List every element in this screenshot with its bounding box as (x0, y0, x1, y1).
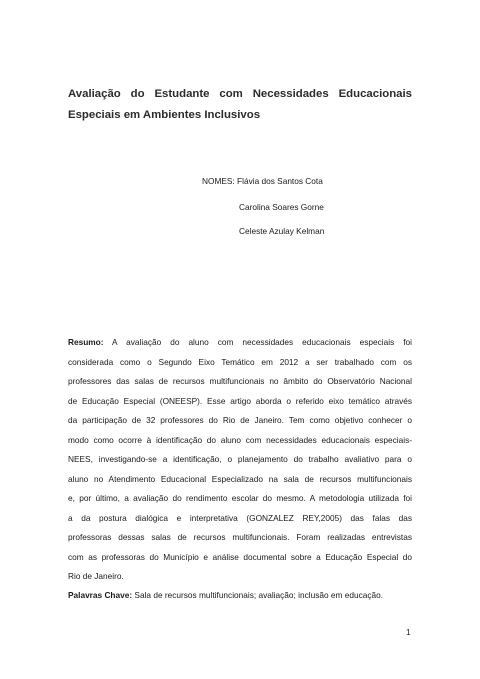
abstract-line: considerada como o Segundo Eixo Temático em 2012 a ser trabalhado com os (68, 356, 412, 367)
abstract-line: e, por último, a avaliação do rendimento escolar do mesmo. A metodologia utilizada foi (68, 493, 412, 503)
abstract-line: NEES, investigando-se a identificação, o planejamento do trabalho avaliativo para o (68, 454, 412, 464)
abstract-line (68, 333, 412, 353)
author-name-3: Celeste Azulay Kelman (239, 226, 325, 236)
keywords-text: Sala de recursos multifuncionais; avaliação; inclusão em educação. (132, 590, 384, 600)
page-number: 1 (406, 627, 411, 637)
abstract-line: professoras dessas salas de recursos multifuncionais. Foram realizadas entrevistas (68, 532, 412, 542)
authors-label: NOMES: (202, 176, 238, 186)
title-line-2: Especiais em Ambientes Inclusivos (68, 109, 261, 121)
author-name-2: Carolina Soares Gorne (239, 202, 324, 212)
author-2 (239, 202, 324, 212)
abstract-line: da participação de 32 professores do Rio de Janeiro. Tem como objetivo conhecer o (68, 415, 412, 425)
abstract-line: com as professoras do Município e análise documental sobre a Educação Especial do (68, 551, 412, 562)
keywords-label: Palavras Chave: (68, 590, 133, 600)
author-3 (239, 226, 324, 236)
author-name-1: Flávia dos Santos Cota (237, 176, 323, 186)
title-line-1: Avaliação do Estudante com Necessidades Educacionais (68, 88, 412, 100)
abstract (68, 333, 412, 587)
abstract-line: aluno no Atendimento Educacional Especializado na sala de recursos multifuncionais (68, 473, 412, 484)
abstract-line: de Educação Especial (ONEESP). Esse artigo aborda o referido eixo temático através (68, 395, 412, 406)
keywords (68, 590, 412, 600)
abstract-label: Resumo: (68, 337, 104, 347)
paper-title (68, 84, 412, 126)
author-1 (202, 176, 323, 186)
abstract-line: professores das salas de recursos multifuncionais no âmbito do Observatório Nacional (68, 376, 412, 386)
abstract-text-1: A avaliação do aluno com necessidades educacionais especiais foi (103, 337, 412, 347)
abstract-line: modo como ocorre à identificação do aluno com necessidades educacionais especiais- (68, 434, 412, 445)
abstract-line: Rio de Janeiro. (68, 571, 124, 581)
abstract-line: a da postura dialógica e interpretativa (GONZALEZ REY,2005) das falas das (68, 512, 412, 523)
